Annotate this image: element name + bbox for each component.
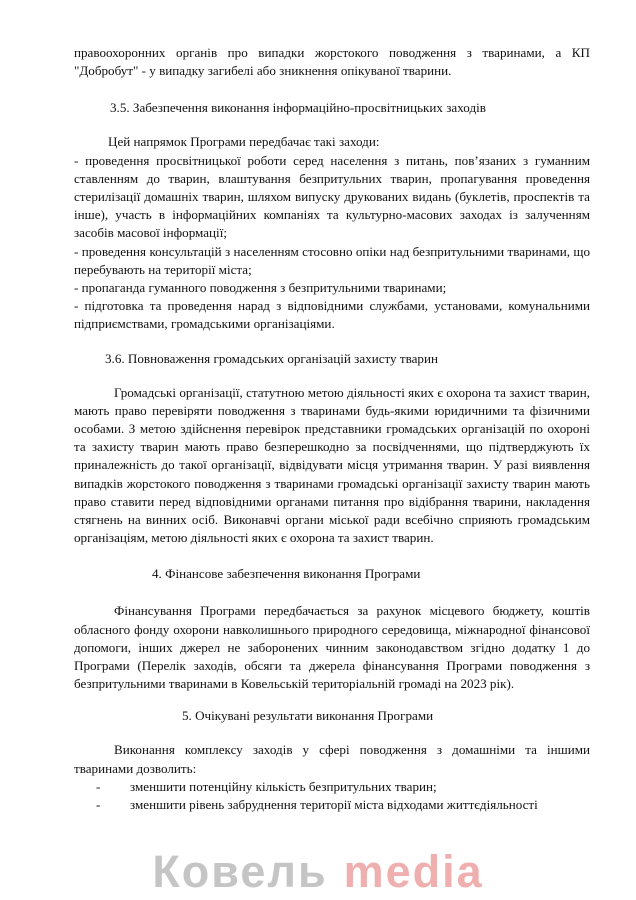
section-4-body: Фінансування Програми передбачається за рахунок місцевого бюджету, коштів обласного фонду охорони навколишнього природного середовища, міжнародної фінансової допомоги, інших джерел не заборонених чинним законодавством згідно додатку 1 до Програми (Перелік заходів, обсяги та джерела фінансування Програми поводження з безпритульними тваринами в Ковельській територіальній громаді на 2023 рік). [74, 603, 590, 692]
section-3-5-item: - підготовка та проведення нарад з відповідними службами, установами, комунальними підприємствами, громадськими організаціями. [74, 298, 590, 332]
section-4-heading: 4. Фінансове забезпечення виконання Програми [152, 566, 421, 582]
section-3-6-body: Громадські організації, статутною метою діяльності яких є охорона та захист тварин, мають право перевіряти поводження з тваринами будь-якими юридичними та фізичними особами. З метою здійснення перевірок представники громадських організацій по охороні та захисту тварин мають право безперешкодно за посвідченнями, що підтверджують їх приналежність до такої організації, відвідувати місця утримання тварин. У разі виявлення випадків жорстокого поводження з тваринами громадські організації захисту тварин мають право ставити перед відповідними органами питання про відібрання тварини, накладення стягнень на винних осіб. Виконавчі органи міської ради всебічно сприяють громадським організаціям, метою діяльності яких є охорона та захист тварин. [74, 384, 590, 546]
watermark-part-1: Ковель [152, 846, 328, 897]
section-3-6-heading: 3.6. Повноваження громадських організацій захисту тварин [105, 350, 438, 366]
section-5-bullet-list [74, 778, 590, 814]
document-page [74, 44, 590, 814]
bullet-dash: - [96, 778, 101, 794]
bullet-text: зменшити потенційну кількість безпритульних тварин; [130, 778, 437, 794]
watermark-part-2: media [343, 846, 484, 897]
section-3-5-item: - проведення просвітницької роботи серед населення з питань, пов’язаних з гуманним ставленням до тварин, влаштування безпритульних тварин, пропагування проведення стерилізації домашніх тварин, шляхом випуску друкованих видань (буклетів, проспектів та інше), участь в інформаційних компаніях та культурно-масових заходах із залученням засобів масової інформації; [74, 152, 590, 241]
section-3-5-lead: Цей напрямок Програми передбачає такі заходи: [108, 134, 380, 150]
section-3-5-item: - пропаганда гуманного поводження з безпритульними тваринами; [74, 280, 447, 296]
list-item [74, 796, 590, 814]
section-5-heading: 5. Очікувані результати виконання Програми [182, 708, 434, 724]
watermark-logo [0, 846, 636, 898]
section-3-5-item: - проведення консультацій з населенням стосовно опіки над безпритульними тваринами, що перебувають на території міста; [74, 243, 590, 277]
intro-paragraph: правоохоронних органів про випадки жорстокого поводження з тваринами, а КП "Добробут" - у випадку загибелі або зникнення опікуваної тварини. [74, 45, 590, 79]
bullet-dash: - [96, 797, 101, 813]
section-3-5-heading: 3.5. Забезпечення виконання інформаційно-просвітницьких заходів [110, 100, 486, 116]
list-item [74, 778, 590, 796]
section-5-body: Виконання комплексу заходів у сфері поводження з домашніми та іншими тваринами дозволить: [74, 742, 590, 776]
bullet-text: зменшити рівень забруднення території міста відходами життєдіяльності [130, 797, 538, 813]
